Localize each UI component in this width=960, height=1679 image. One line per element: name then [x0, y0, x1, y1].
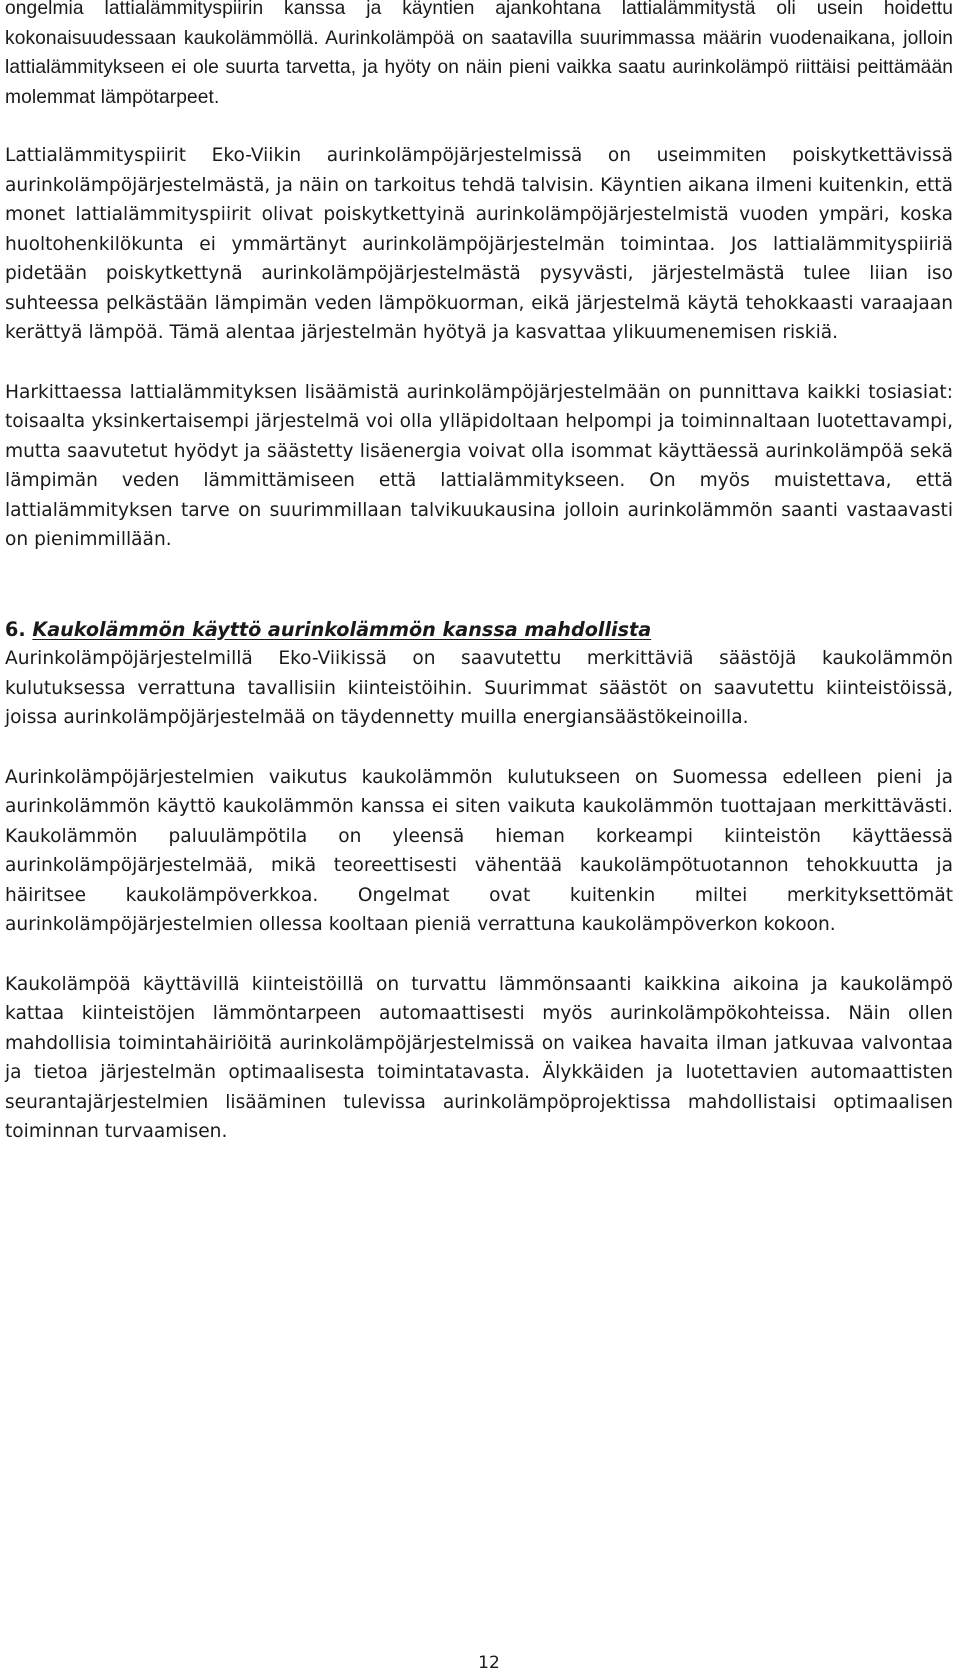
paragraph-floor-heating-problems: ongelmia lattialämmityspiirin kanssa ja käyntien ajankohtana lattialämmitystä oli usein hoidettu kokonaisuudessaan kaukolämmöllä. Aurinkolämpöä on saatavilla suurimmassa määrin vuodenaikana, jolloin lattialämmitykseen ei ole suurta tarvetta, ja hyöty on näin pieni vaikka saatu aurinkolämpö riittäisi peittämään molemmat lämpötarpeet.: [5, 0, 953, 108]
paragraph-impact: Aurinkolämpöjärjestelmien vaikutus kaukolämmön kulutukseen on Suomessa edelleen pieni ja aurinkolämmön käyttö kaukolämmön kanssa ei siten vaikuta kaukolämmön tuottajaan merkittävästi. Kaukolämmön paluulämpötila on yleensä hieman korkeampi kiinteistön käyttäessä aurinkolämpöjärjestelmää, mikä teoreettisesti vähentää kaukolämpötuotannon tehokkuutta ja häiritsee kaukolämpöverkkoa. Ongelmat ovat kuitenkin miltei merkityksettömät aurinkolämpöjärjestelmien ollessa kooltaan pieniä verrattuna kaukolämpöverkon kokoon.: [5, 766, 953, 935]
document-page: [5, 0, 953, 1147]
page-number: 12: [478, 1653, 500, 1673]
section-district-heating: [5, 615, 953, 1147]
section-number: 6.: [5, 617, 26, 641]
paragraph-savings: Aurinkolämpöjärjestelmillä Eko-Viikissä on saavutettu merkittäviä säästöjä kaukolämmön kulutuksessa verrattuna tavallisiin kiinteistöihin. Suurimmat säästöt on saavutettu kiinteistöissä, joissa aurinkolämpöjärjestelmää on täydennetty muilla energiansäästökeinoilla.: [5, 648, 953, 728]
paragraph-monitoring: Kaukolämpöä käyttävillä kiinteistöillä on turvattu lämmönsaanti kaikkina aikoina ja kaukolämpö kattaa kiinteistöjen lämmöntarpeen automaattisesti myös aurinkolämpökohteissa. Näin ollen mahdollisia toimintahäiriöitä aurinkolämpöjärjestelmissä on vaikea havaita ilman jatkuvaa valvontaa ja tietoa järjestelmän optimaalisesta toimintatavasta. Älykkäiden ja luotettavien automaattisten seurantajärjestelmien lisääminen tulevissa aurinkolämpöprojektissa mahdollistaisi optimaalisen toiminnan turvaamisen.: [5, 973, 953, 1142]
section-heading: [5, 615, 953, 645]
section-title: Kaukolämmön käyttö aurinkolämmön kanssa mahdollista: [32, 617, 652, 641]
paragraph-considerations: Harkittaessa lattialämmityksen lisäämistä aurinkolämpöjärjestelmään on punnittava kaikki tosiasiat: toisaalta yksinkertaisempi järjestelmä voi olla ylläpidoltaan helpompi ja toiminnaltaan luotettavampi, mutta saavutetut hyödyt ja säästetty lisäenergia voivat olla isommat käyttäessä aurinkolämpöä sekä lämpimän veden lämmittämiseen että lattialämmitykseen. On myös muistettava, että lattialämmityksen tarve on suurimmillaan talvikuukausina jolloin aurinkolämmön saanti vastaavasti on pienimmillään.: [5, 381, 953, 550]
paragraph-floor-heating-circuits: Lattialämmityspiirit Eko-Viikin aurinkolämpöjärjestelmissä on useimmiten poiskytkettävissä aurinkolämpöjärjestelmästä, ja näin on tarkoitus tehdä talvisin. Käyntien aikana ilmeni kuitenkin, että monet lattialämmityspiirit olivat poiskytkettyinä aurinkolämpöjärjestelmistä vuoden ympäri, koska huoltohenkilökunta ei ymmärtänyt aurinkolämpöjärjestelmän toimintaa. Jos lattialämmityspiiriä pidetään poiskytkettynä aurinkolämpöjärjestelmästä pysyvästi, järjestelmästä tulee liian iso suhteessa pelkästään lämpimän veden lämpökuorman, eikä järjestelmä käytä tehokkaasti varaajaan kerättyä lämpöä. Tämä alentaa järjestelmän hyötyä ja kasvattaa ylikuumenemisen riskiä.: [5, 145, 953, 343]
